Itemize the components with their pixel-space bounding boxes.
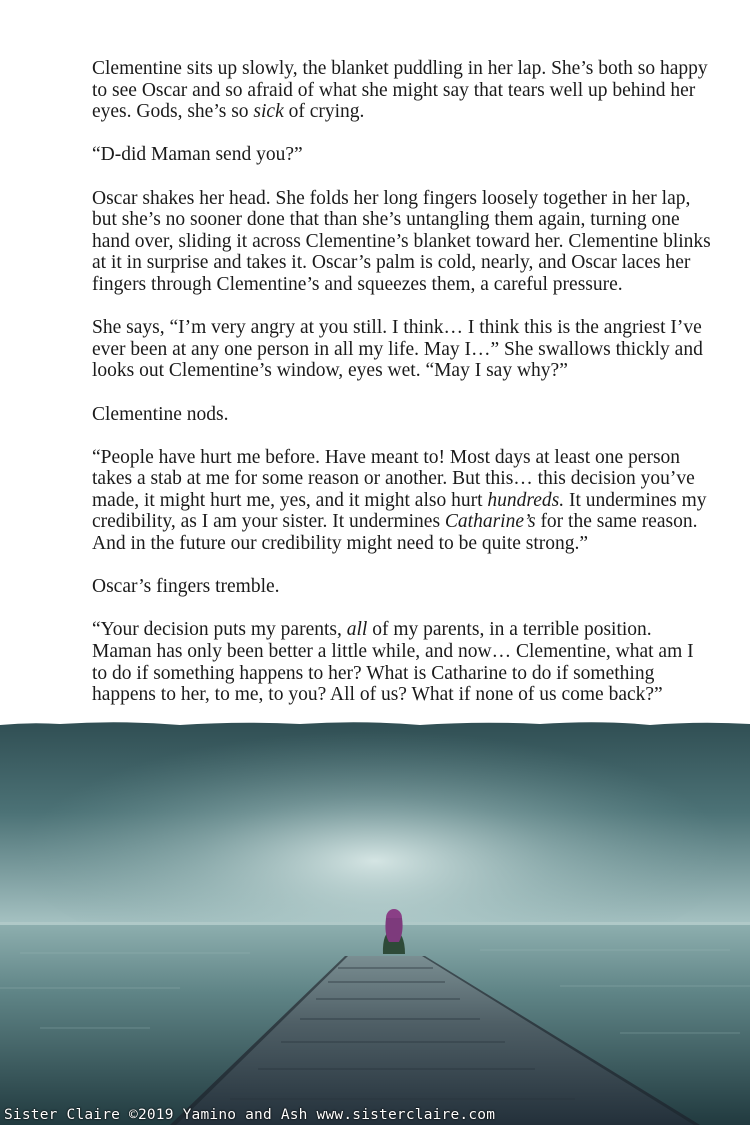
paragraph-8-tail: of my parents, in a terrible position. Maman has only been better a little while, and now… Clementine, what am I to do if something happens to her? What is Catharine to do if something happens to her, to me, to you? All of us? What if none of us come back?” xyxy=(92,619,694,706)
paragraph-5: Clementine nods. xyxy=(92,403,229,425)
seascape-svg xyxy=(0,718,750,1125)
paragraph-6-middle: It undermines my credibility, as I am your sister. It undermines xyxy=(92,489,707,533)
paragraph-4: She says, “I’m very angry at you still. I think… I think this is the angriest I’ve ever been at any one person in all my life. May I…” She swallows thickly and looks out Clementine’s window, eyes wet. “May I say why?” xyxy=(92,317,703,382)
paragraph-7: Oscar’s fingers tremble. xyxy=(92,576,280,598)
paragraph-6-emphasis-2: Catharine’s xyxy=(444,511,536,533)
paragraph-6 xyxy=(92,447,712,555)
paragraph-2: “D-did Maman send you?” xyxy=(92,144,303,166)
paragraph-8 xyxy=(92,619,712,705)
horizon-line xyxy=(0,922,750,925)
paragraph-1-tail: of crying. xyxy=(283,101,365,123)
paragraph-8-emphasis: all xyxy=(346,619,368,641)
paragraph-6-text: “People have hurt me before. Have meant to! Most days at least one person takes a stab at me for some reason or another. But this… this decision you’ve made, it might hurt me, yes, and it might also hurt xyxy=(92,446,695,511)
paragraph-3: Oscar shakes her head. She folds her long fingers loosely together in her lap, but she’s no sooner done that than she’s untangling them again, turning one hand over, sliding it across Clementine’s blanket toward her. Clementine blinks at it in surprise and takes it. Oscar’s palm is cold, nearly, and Oscar laces her fingers through Clementine’s and squeezes them, a careful pressure. xyxy=(92,187,711,295)
seascape-illustration xyxy=(0,718,750,1125)
story-text xyxy=(92,58,712,706)
paragraph-8-text: “Your decision puts my parents, xyxy=(92,619,347,641)
paragraph-6-tail: for the same reason. And in the future our credibility might need to be quite strong.” xyxy=(92,511,698,555)
paragraph-1-text: Clementine sits up slowly, the blanket puddling in her lap. She’s both so happy to see Oscar and so afraid of what she might say that tears well up behind her eyes. Gods, she’s so xyxy=(92,58,708,123)
paragraph-1 xyxy=(92,58,712,123)
paragraph-6-emphasis-1: hundreds. xyxy=(487,489,565,511)
paragraph-1-emphasis: sick xyxy=(253,101,284,123)
credit-line: Sister Claire ©2019 Yamino and Ash www.sisterclaire.com xyxy=(4,1107,496,1123)
